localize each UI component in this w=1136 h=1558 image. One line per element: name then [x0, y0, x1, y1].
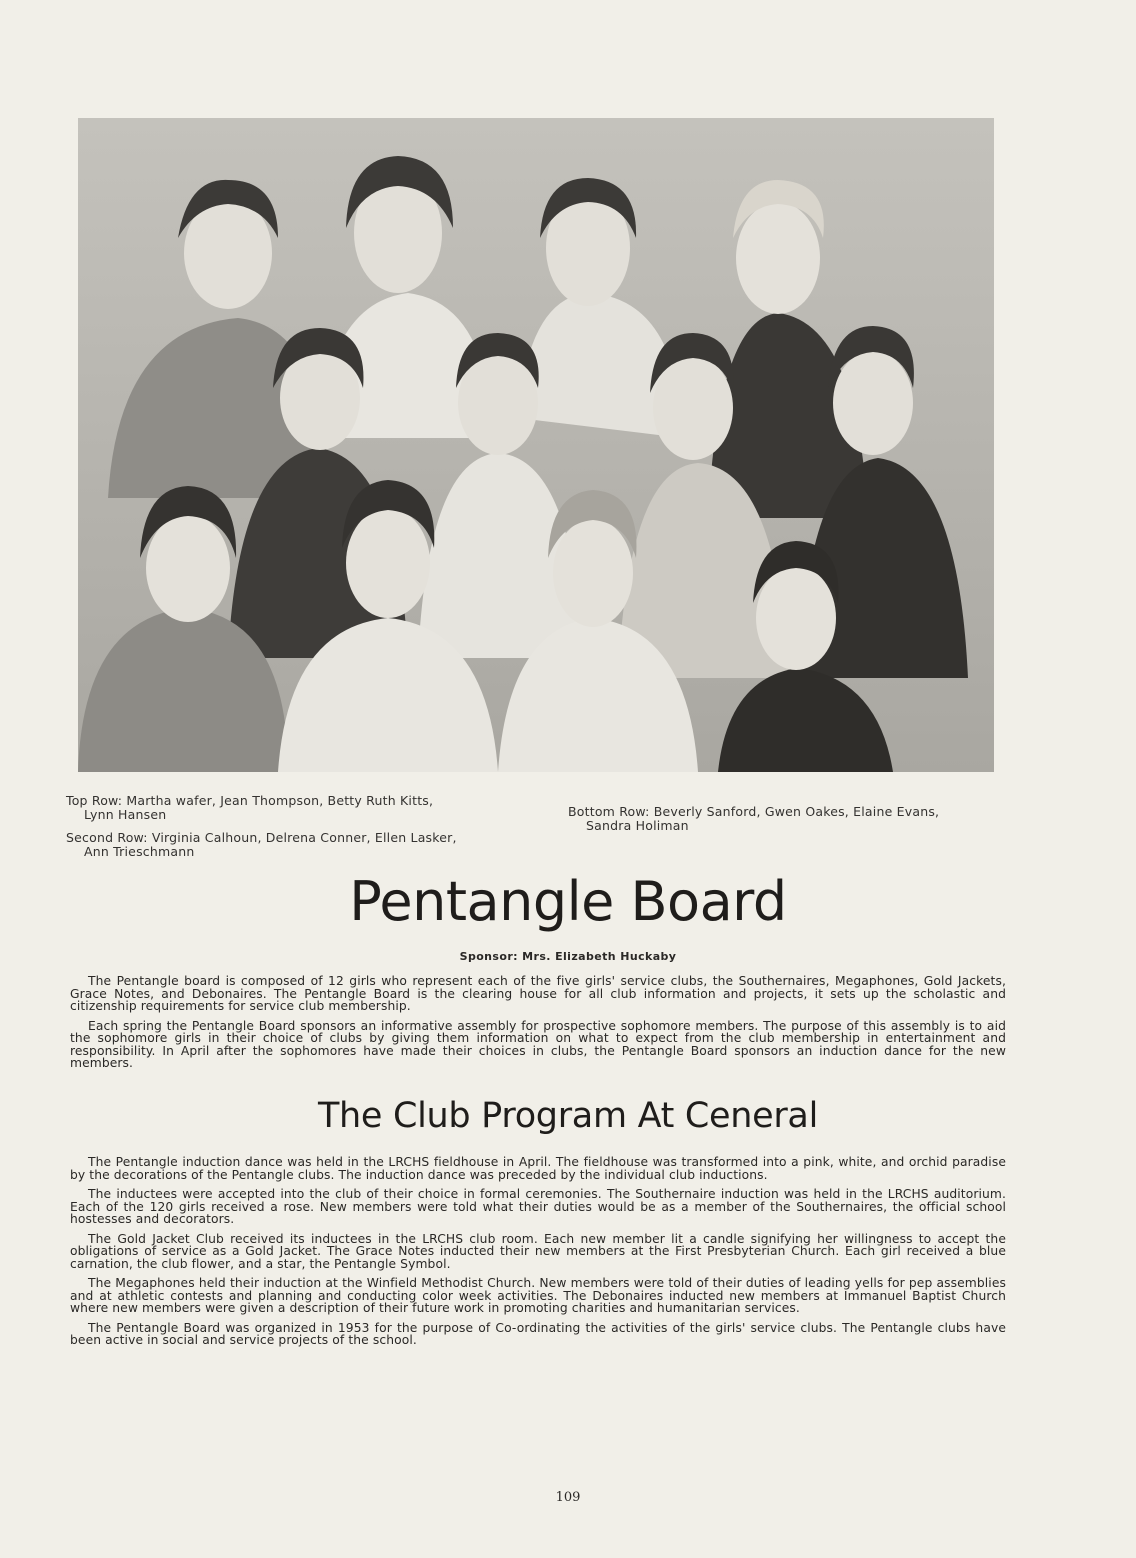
page-number: 109 [555, 1490, 581, 1505]
group-photo [78, 118, 994, 772]
paragraph: The Pentangle board is composed of 12 girls who represent each of the five girls' service clubs, the Southernaires, Megaphones, Gold Jackets, Grace Notes, and Debonaires. The Pentangle Board is the clearing house for all club information and projects, it sets up the scholastic and citizenship requirements for service club membership. [70, 974, 1006, 1013]
caption-top-row [66, 794, 536, 822]
section-heading: The Club Program At Ceneral [317, 1096, 819, 1136]
paragraph: The Gold Jacket Club received its inductees in the LRCHS club room. Each new member lit a candle signifying her willingness to accept the obligations of service as a Gold Jacket. The Grace Notes inducted their new members at the First Presbyterian Church. Each girl received a blue carnation, the club flower, and a star, the Pentangle Symbol. [70, 1231, 1006, 1271]
caption-bottom-row [568, 805, 1018, 833]
caption-second-row [66, 831, 536, 859]
paragraph: The Pentangle induction dance was held in the LRCHS fieldhouse in April. The fieldhouse was transformed into a pink, white, and orchid paradise by the decorations of the Pentangle clubs. The induction dance was preceded by the individual club inductions. [70, 1155, 1006, 1182]
paragraph: The Megaphones held their induction at the Winfield Methodist Church. New members were told of their duties of leading yells for pep assemblies and at athletic contests and planning and conducting color week activities. The Debonaires inducted new members at Immanuel Baptist Church where new members were given a description of their future work in promoting charities and humanitarian services. [70, 1276, 1006, 1315]
caption-line: Second Row: Virginia Calhoun, Delrena Conner, Ellen Lasker, [66, 830, 457, 845]
paragraph: The inductees were accepted into the club of their choice in formal ceremonies. The Southernaire induction was held in the LRCHS auditorium. Each of the 120 girls received a rose. New members were told what their duties would be as a member of the Southernaires, the official school hostesses and decorators. [70, 1187, 1006, 1226]
caption-line: Sandra Holiman [586, 818, 689, 833]
caption-line: Ann Trieschmann [84, 844, 195, 859]
sponsor-line: Sponsor: Mrs. Elizabeth Huckaby [459, 950, 677, 963]
section-pentangle-board [70, 975, 1006, 1077]
caption-line: Lynn Hansen [84, 807, 167, 822]
caption-line: Top Row: Martha wafer, Jean Thompson, Betty Ruth Kitts, [66, 793, 434, 808]
paragraph: The Pentangle Board was organized in 1953 for the purpose of Co-ordinating the activities of the girls' service clubs. The Pentangle clubs have been active in social and service projects of the school. [70, 1320, 1006, 1347]
page-title: Pentangle Board [349, 870, 787, 933]
caption-right [568, 805, 1018, 842]
caption-line: Bottom Row: Beverly Sanford, Gwen Oakes, Elaine Evans, [568, 804, 940, 819]
section-club-program [70, 1156, 1006, 1354]
paragraph: Each spring the Pentangle Board sponsors an informative assembly for prospective sophomore members. The purpose of this assembly is to aid the sophomore girls in their choice of clubs by giving them information on what to expect from the club membership in entertainment and responsibility. In April after the sophomores have made their choices in clubs, the Pentangle Board sponsors an induction dance for the new members. [70, 1018, 1006, 1070]
caption-left [66, 794, 536, 868]
